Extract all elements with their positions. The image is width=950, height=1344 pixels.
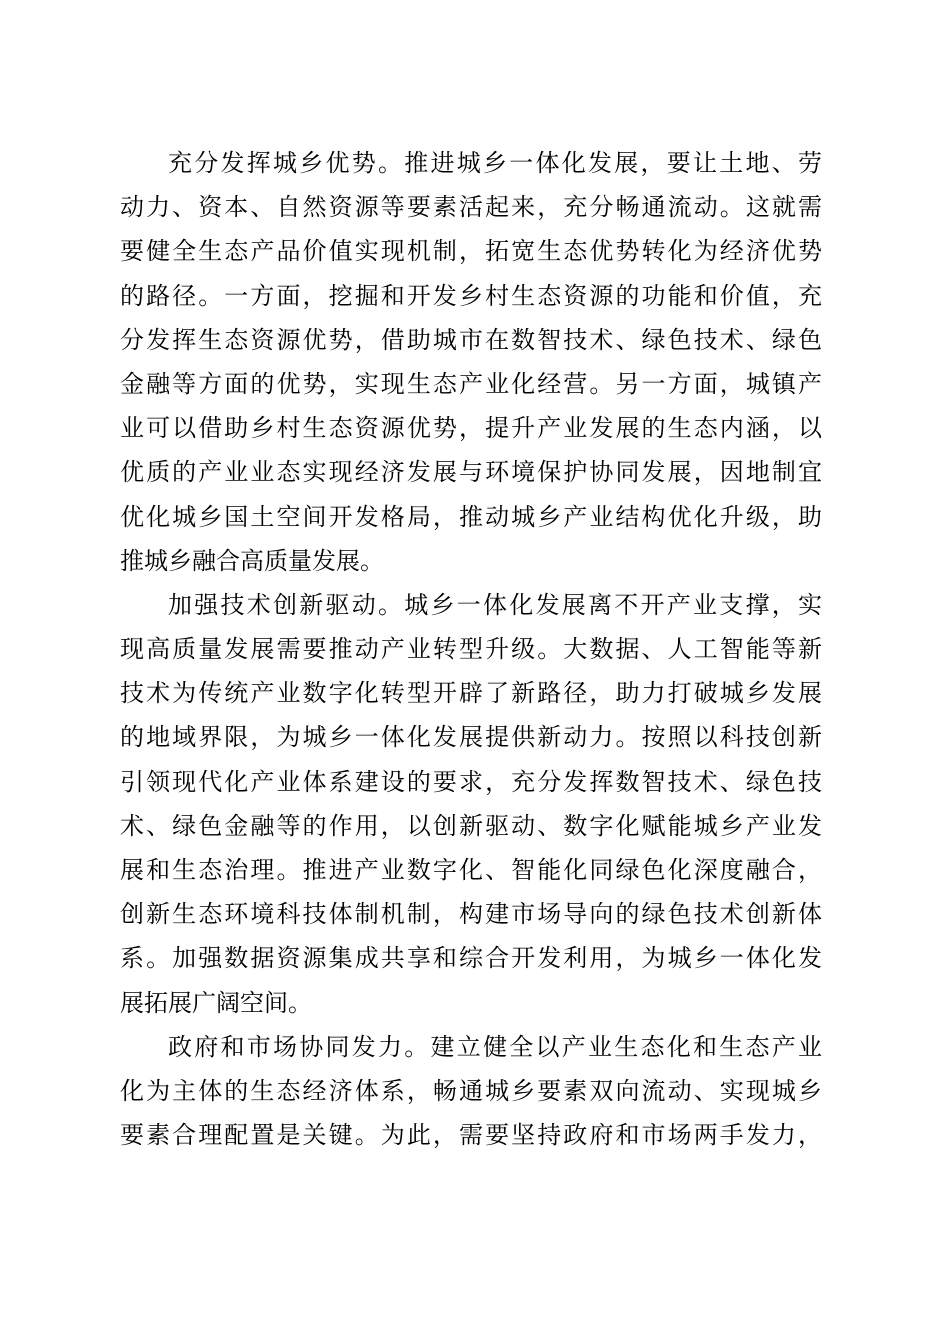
paragraph-government-market xyxy=(120,1025,822,1158)
paragraph-line: 创新生态环境科技体制机制，构建市场导向的绿色技术创新体 xyxy=(120,900,822,929)
paragraph-line: 的地域界限，为城乡一体化发展提供新动力。按照以科技创新 xyxy=(120,723,822,752)
paragraph-line: 推城乡融合高质量发展。 xyxy=(120,546,384,575)
paragraph-line: 充分发挥城乡优势。推进城乡一体化发展，要让土地、劳 xyxy=(168,149,822,177)
paragraph-line: 优质的产业业态实现经济发展与环境保护协同发展，因地制宜 xyxy=(120,458,822,487)
paragraph-urban-rural-advantages xyxy=(120,141,822,583)
paragraph-line: 分发挥生态资源优势，借助城市在数智技术、绿色技术、绿色 xyxy=(120,325,822,354)
paragraph-line: 优化城乡国土空间开发格局，推动城乡产业结构优化升级，助 xyxy=(120,502,822,531)
paragraph-technology-innovation xyxy=(120,583,822,1025)
paragraph-line: 要素合理配置是关键。为此，需要坚持政府和市场两手发力， xyxy=(120,1121,822,1150)
paragraph-line: 现高质量发展需要推动产业转型升级。大数据、人工智能等新 xyxy=(120,635,822,664)
paragraph-line: 政府和市场协同发力。建立健全以产业生态化和生态产业 xyxy=(168,1032,822,1061)
paragraph-line: 技术为传统产业数字化转型开辟了新路径，助力打破城乡发展 xyxy=(120,679,822,708)
paragraph-line: 加强技术创新驱动。城乡一体化发展离不开产业支撑，实 xyxy=(168,590,822,619)
paragraph-line: 的路径。一方面，挖掘和开发乡村生态资源的功能和价值，充 xyxy=(120,281,822,310)
paragraph-line: 化为主体的生态经济体系，畅通城乡要素双向流动、实现城乡 xyxy=(120,1076,822,1105)
paragraph-line: 展拓展广阔空间。 xyxy=(120,988,312,1017)
paragraph-line: 展和生态治理。推进产业数字化、智能化同绿色化深度融合， xyxy=(120,856,822,884)
document-body xyxy=(120,141,822,1157)
paragraph-line: 术、绿色金融等的作用，以创新驱动、数字化赋能城乡产业发 xyxy=(120,811,822,840)
paragraph-line: 要健全生态产品价值实现机制，拓宽生态优势转化为经济优势 xyxy=(120,237,822,266)
paragraph-line: 系。加强数据资源集成共享和综合开发利用，为城乡一体化发 xyxy=(120,944,822,973)
paragraph-line: 引领现代化产业体系建设的要求，充分发挥数智技术、绿色技 xyxy=(120,767,822,796)
paragraph-line: 金融等方面的优势，实现生态产业化经营。另一方面，城镇产 xyxy=(120,369,822,398)
paragraph-line: 业可以借助乡村生态资源优势，提升产业发展的生态内涵，以 xyxy=(120,414,822,443)
paragraph-line: 动力、资本、自然资源等要素活起来，充分畅通流动。这就需 xyxy=(120,193,822,222)
